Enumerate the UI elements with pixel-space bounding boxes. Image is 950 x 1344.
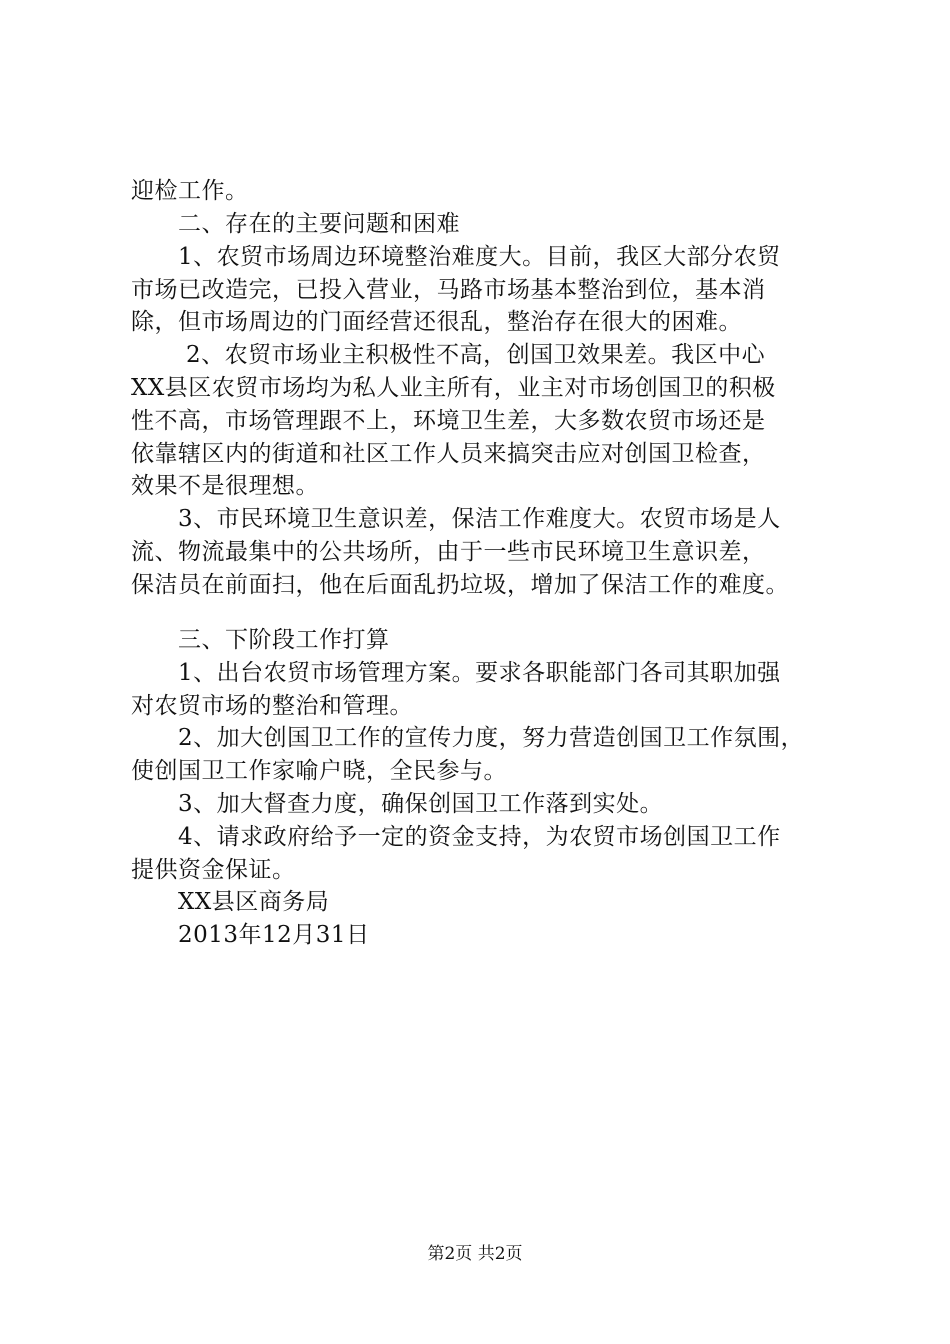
paragraph-line: 1、农贸市场周边环境整治难度大。目前，我区大部分农贸 [178,244,781,270]
paragraph-line: 提供资金保证。 [131,857,296,883]
paragraph-line: 3、加大督查力度，确保创国卫工作落到实处。 [178,791,664,817]
paragraph-line: 2、农贸市场业主积极性不高，创国卫效果差。我区中心 [186,342,766,368]
section-heading: 二、存在的主要问题和困难 [178,211,460,237]
paragraph-line: XX县区农贸市场均为私人业主所有，业主对市场创国卫的积极 [131,375,776,401]
paragraph-line: 3、市民环境卫生意识差，保洁工作难度大。农贸市场是人 [178,506,781,532]
paragraph-line: 1、出台农贸市场管理方案。要求各职能部门各司其职加强 [178,660,781,686]
section-heading: 三、下阶段工作打算 [178,627,390,653]
paragraph-line: 流、物流最集中的公共场所，由于一些市民环境卫生意识差， [131,539,766,565]
paragraph-line: 市场已改造完，已投入营业，马路市场基本整治到位，基本消 [131,277,766,303]
signature-date: 2013年12月31日 [178,922,370,948]
paragraph-line: 依靠辖区内的街道和社区工作人员来搞突击应对创国卫检查， [131,441,766,467]
paragraph-line: 除，但市场周边的门面经营还很乱，整治存在很大的困难。 [131,309,742,335]
page-footer: 第2页 共2页 [427,1244,523,1264]
paragraph-line: 性不高，市场管理跟不上，环境卫生差，大多数农贸市场还是 [131,408,766,434]
paragraph-line: 保洁员在前面扫，他在后面乱扔垃圾，增加了保洁工作的难度。 [131,572,789,598]
paragraph-line: 效果不是很理想。 [131,473,319,499]
paragraph-line: 迎检工作。 [131,178,249,204]
paragraph-line: 2、加大创国卫工作的宣传力度，努力营造创国卫工作氛围， [178,725,805,751]
paragraph-line: 4、请求政府给予一定的资金支持，为农贸市场创国卫工作 [178,824,781,850]
signature-org: XX县区商务局 [178,889,330,915]
paragraph-line: 对农贸市场的整治和管理。 [131,693,413,719]
paragraph-line: 使创国卫工作家喻户晓，全民参与。 [131,758,507,784]
